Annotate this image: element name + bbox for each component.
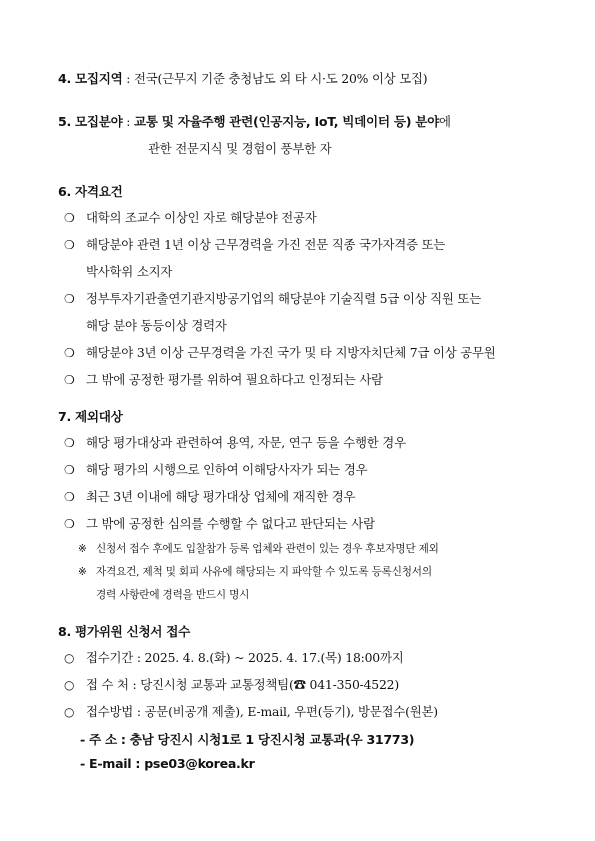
application-period: ○ 접수기간 : 2025. 4. 8.(화) ~ 2025. 4. 17.(목) 18:00까지 [64, 650, 404, 665]
bullet-icon: ❍ [64, 346, 75, 360]
region-separator: : [122, 71, 134, 86]
qualification-item: ❍ 대학의 조교수 이상인 자로 해당분야 전공자 [64, 210, 317, 225]
application-method: ○ 접수방법 : 공문(비공개 제출), E-mail, 우편(등기), 방문접수(원본) [64, 704, 438, 719]
qualifications-heading: 6. 자격요건 [58, 184, 123, 199]
circle-bullet-icon: ○ [64, 678, 75, 692]
qualification-item-continuation: 박사학위 소지자 [86, 264, 173, 279]
field-tail: 에 [438, 114, 451, 129]
region-line [58, 68, 427, 87]
field-separator: : [122, 114, 134, 129]
exclusion-item: ❍ 해당 평가대상과 관련하여 용역, 자문, 연구 등을 수행한 경우 [64, 435, 406, 450]
phone-icon: ☎ [293, 677, 306, 692]
bullet-icon: ❍ [64, 463, 75, 477]
bullet-icon: ❍ [64, 238, 75, 252]
bullet-icon: ❍ [64, 490, 75, 504]
application-email: - E-mail : pse03@korea.kr [80, 756, 255, 771]
qualification-item-continuation: 해당 분야 동등이상 경력자 [86, 318, 227, 333]
bullet-icon: ❍ [64, 436, 75, 450]
application-address: - 주 소 : 충남 당진시 시청1로 1 당진시청 교통과(우 31773) [80, 732, 415, 747]
circle-bullet-icon: ○ [64, 705, 75, 719]
exclusion-note: ※ 자격요건, 제척 및 회피 사유에 해당되는 지 파악할 수 있도록 등록신청서의 [78, 566, 432, 578]
field-line [58, 111, 451, 130]
qualification-item: ❍ 그 밖에 공정한 평가를 위하여 필요하다고 인정되는 사람 [64, 372, 383, 387]
note-mark-icon: ※ [78, 566, 87, 578]
exclusions-heading: 7. 제외대상 [58, 409, 123, 424]
exclusion-note: ※ 신청서 접수 후에도 입찰참가 등록 업체와 관련이 있는 경우 후보자명단 제외 [78, 543, 439, 555]
field-heading: 5. 모집분야 [58, 114, 123, 129]
region-text: 전국(근무지 기준 충청남도 외 타 시·도 20% 이상 모집) [133, 71, 428, 86]
exclusion-item: ❍ 해당 평가의 시행으로 인하여 이해당사자가 되는 경우 [64, 462, 368, 477]
application-office: ○ 접 수 처 : 당진시청 교통과 교통정책팀(☎ 041-350-4522) [64, 677, 399, 692]
circle-bullet-icon: ○ [64, 651, 75, 665]
bullet-icon: ❍ [64, 292, 75, 306]
qualification-item: ❍ 해당분야 3년 이상 근무경력을 가진 국가 및 타 지방자치단체 7급 이상 공무원 [64, 345, 496, 360]
qualification-item: ❍ 정부투자기관출연기관지방공기업의 해당분야 기술직렬 5급 이상 직원 또는 [64, 291, 481, 306]
field-bold-text: 교통 및 자율주행 관련(인공지능, IoT, 빅데이터 등) 분야 [133, 114, 439, 129]
exclusion-note-continuation: 경력 사항란에 경력을 반드시 명시 [96, 589, 250, 601]
exclusion-item: ❍ 최근 3년 이내에 해당 평가대상 업체에 재직한 경우 [64, 489, 356, 504]
exclusion-item: ❍ 그 밖에 공정한 심의를 수행할 수 없다고 판단되는 사람 [64, 516, 375, 531]
bullet-icon: ❍ [64, 517, 75, 531]
application-heading: 8. 평가위원 신청서 접수 [58, 624, 190, 639]
field-line-2: 관한 전문지식 및 경험이 풍부한 자 [148, 141, 332, 156]
qualification-item: ❍ 해당분야 관련 1년 이상 근무경력을 가진 전문 직종 국가자격증 또는 [64, 237, 446, 252]
bullet-icon: ❍ [64, 211, 75, 225]
region-heading: 4. 모집지역 [58, 71, 123, 86]
note-mark-icon: ※ [78, 543, 87, 555]
bullet-icon: ❍ [64, 373, 75, 387]
